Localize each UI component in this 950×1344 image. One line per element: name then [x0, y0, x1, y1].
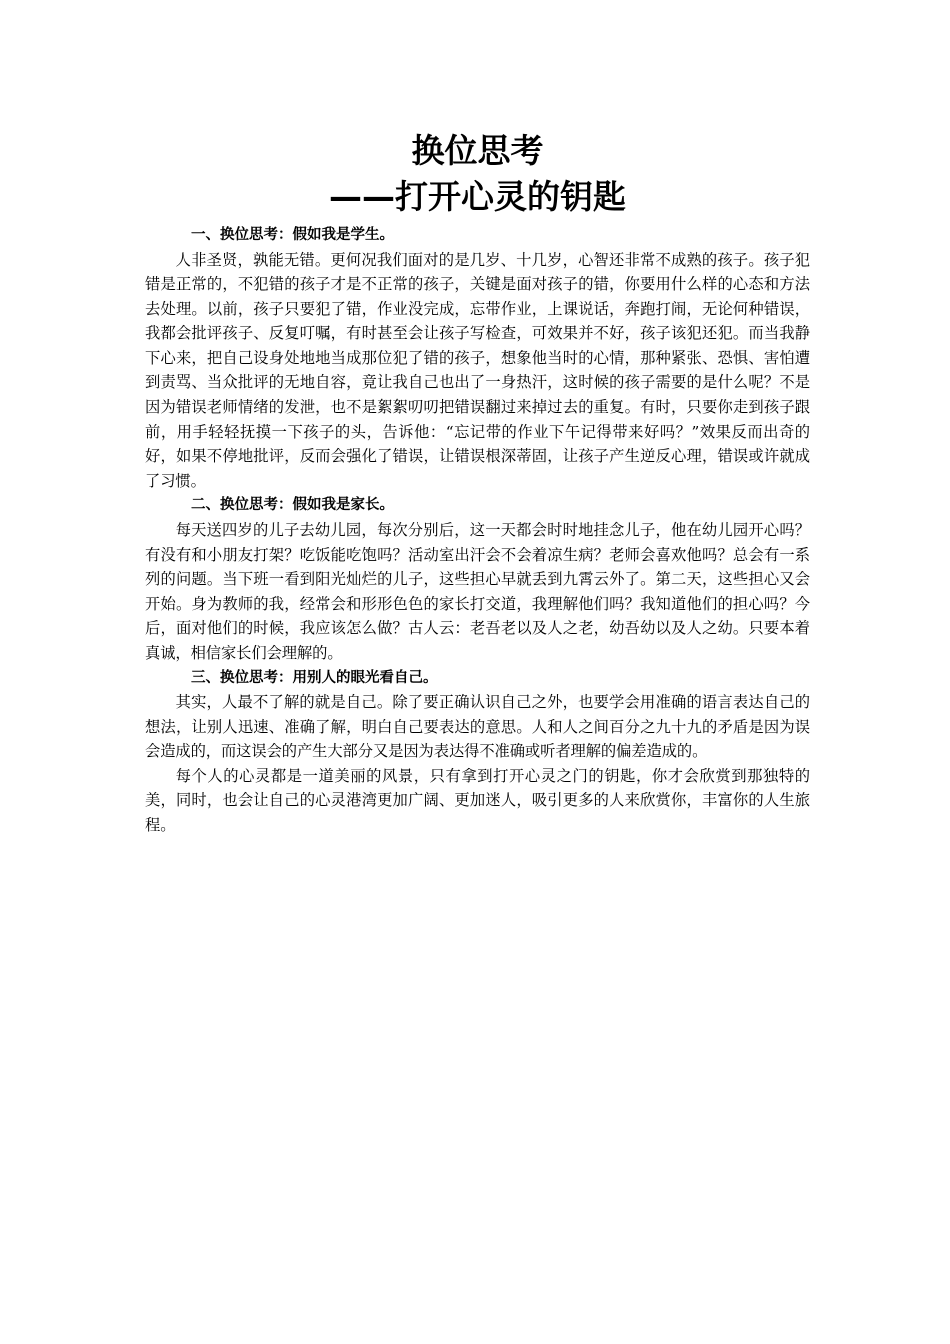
- document-subtitle: ——打开心灵的钥匙: [329, 177, 626, 216]
- closing-paragraph: 每个人的心灵都是一道美丽的风景，只有拿到打开心灵之门的钥匙，你才会欣赏到那独特的美，同时，也会让自己的心灵港湾更加广阔、更加迷人，吸引更多的人来欣赏你，丰富你的人生旅程。: [145, 766, 810, 834]
- section-heading: 一、换位思考：假如我是学生。: [191, 227, 394, 243]
- section-heading: 三、换位思考：用别人的眼光看自己。: [191, 669, 438, 686]
- document-page: [145, 128, 810, 838]
- section-paragraph: 每天送四岁的儿子去幼儿园，每次分别后，这一天都会时时地挂念儿子，他在幼儿园开心吗？有没有和小朋友打架？吃饭能吃饱吗？活动室出汗会不会着凉生病？老师会喜欢他吗？总会有一系列的问题。当下班一看到阳光灿烂的儿子，这些担心早就丢到九霄云外了。第二天，这些担心又会开始。身为教师的我，经常会和形形色色的家长打交道，我理解他们吗？我知道他们的担心吗？今后，面对他们的时候，我应该怎么做？古人云：老吾老以及人之老，幼吾幼以及人之幼。只要本着真诚，相信家长们会理解的。: [145, 520, 810, 662]
- section-1: [145, 223, 810, 493]
- section-3: [145, 666, 810, 838]
- section-2: [145, 493, 810, 665]
- section-paragraph: 其实，人最不了解的就是自己。除了要正确认识自己之外，也要学会用准确的语言表达自己的想法，让别人迅速、准确了解，明白自己要表达的意思。人和人之间百分之九十九的矛盾是因为误会造成的，而这误会的产生大部分又是因为表达得不准确或听者理解的偏差造成的。: [145, 693, 810, 761]
- section-paragraph: 人非圣贤，孰能无错。更何况我们面对的是几岁、十几岁，心智还非常不成熟的孩子。孩子犯错是正常的，不犯错的孩子才是不正常的孩子，关键是面对孩子的错，你要用什么样的心态和方法去处理。以前，孩子只要犯了错，作业没完成，忘带作业，上课说话，奔跑打闹，无论何种错误，我都会批评孩子、反复叮嘱，有时甚至会让孩子写检查，可效果并不好，孩子该犯还犯。而当我静下心来，把自己设身处地地当成那位犯了错的孩子，想象他当时的心情，那种紧张、恐惧、害怕遭到责骂、当众批评的无地自容，竟让我自己也出了一身热汗，这时候的孩子需要的是什么呢？不是因为错误老师情绪的发泄，也不是絮絮叨叨把错误翻过来掉过去的重复。有时，只要你走到孩子跟前，用手轻轻抚摸一下孩子的头，告诉他：“忘记带的作业下午记得带来好吗？”效果反而出奇的好，如果不停地批评，反而会强化了错误，让错误根深蒂固，让孩子产生逆反心理，错误或许就成了习惯。: [145, 250, 810, 490]
- section-heading: 二、换位思考：假如我是家长。: [191, 497, 394, 514]
- document-title: 换位思考: [411, 131, 544, 170]
